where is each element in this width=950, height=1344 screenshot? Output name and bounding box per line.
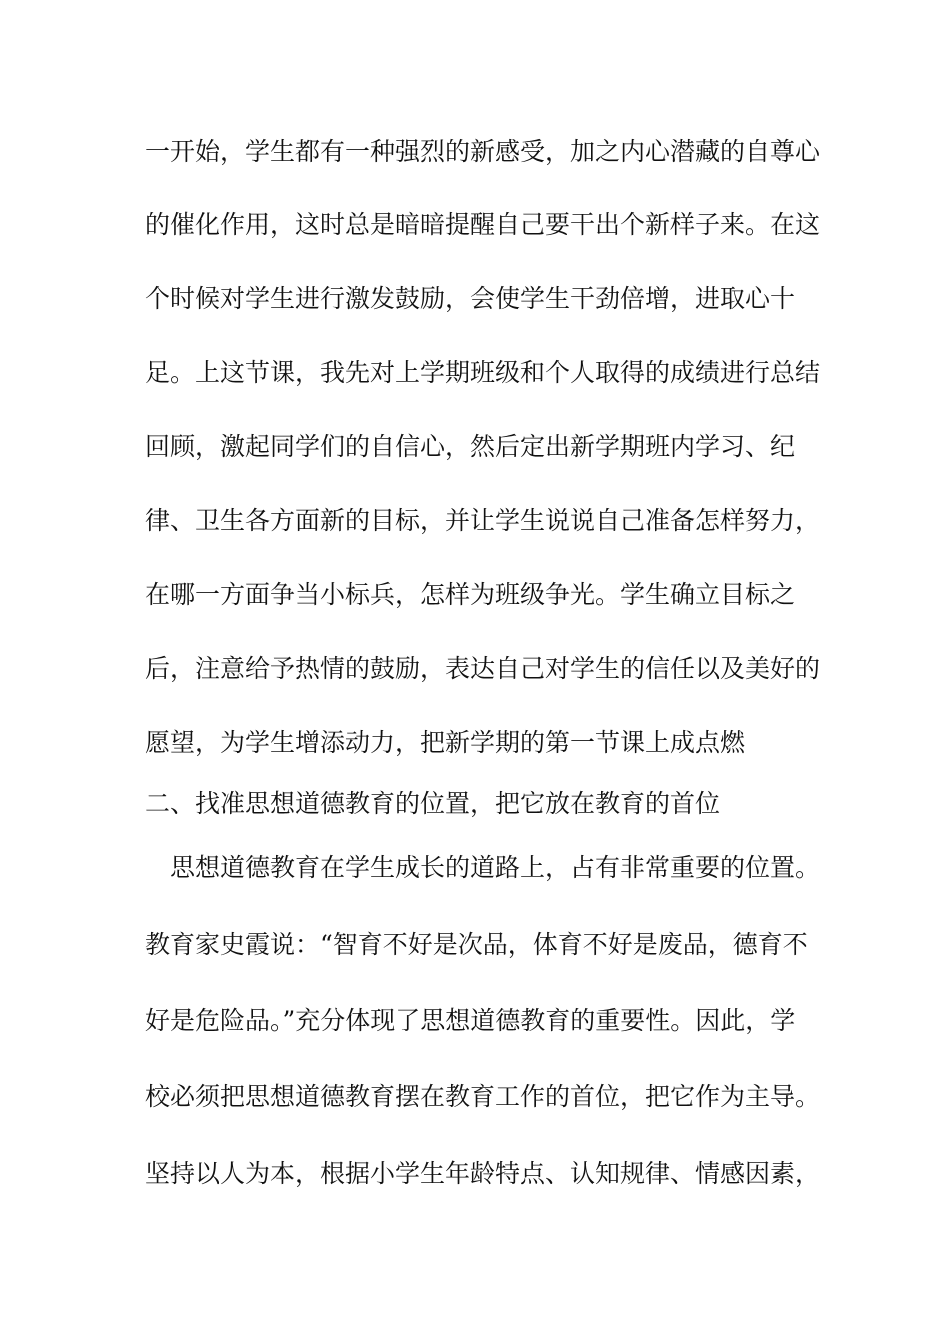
paragraph-line-13: 校必须把思想道德教育摆在教育工作的首位，把它作为主导。 bbox=[145, 1082, 821, 1111]
paragraph-line-2: 的催化作用，这时总是暗暗提醒自己要干出个新样子来。在这 bbox=[145, 210, 821, 239]
paragraph-line-10: 思想道德教育在学生成长的道路上，占有非常重要的位置。 bbox=[145, 853, 821, 882]
paragraph-line-3: 个时候对学生进行激发鼓励，会使学生干劲倍增，进取心十 bbox=[145, 284, 796, 313]
paragraph-line-12: 好是危险品。”充分体现了思想道德教育的重要性。因此，学 bbox=[145, 1006, 796, 1035]
paragraph-line-1: 一开始，学生都有一种强烈的新感受，加之内心潜藏的自尊心 bbox=[145, 137, 821, 166]
paragraph-line-14: 坚持以人为本，根据小学生年龄特点、认知规律、情感因素， bbox=[145, 1159, 821, 1188]
paragraph-line-4: 足。上这节课，我先对上学期班级和个人取得的成绩进行总结 bbox=[145, 358, 821, 387]
paragraph-line-11: 教育家史霞说：“智育不好是次品，体育不好是废品，德育不 bbox=[145, 930, 808, 959]
paragraph-line-8: 后，注意给予热情的鼓励，表达自己对学生的信任以及美好的 bbox=[145, 654, 821, 683]
paragraph-line-5: 回顾，激起同学们的自信心，然后定出新学期班内学习、纪 bbox=[145, 432, 796, 461]
paragraph-line-9: 愿望，为学生增添动力，把新学期的第一节课上成点燃 bbox=[145, 728, 746, 757]
paragraph-line-6: 律、卫生各方面新的目标，并让学生说说自己准备怎样努力， bbox=[145, 506, 821, 535]
paragraph-line-7: 在哪一方面争当小标兵，怎样为班级争光。学生确立目标之 bbox=[145, 580, 796, 609]
section-heading: 二、找准思想道德教育的位置，把它放在教育的首位 bbox=[145, 789, 721, 818]
